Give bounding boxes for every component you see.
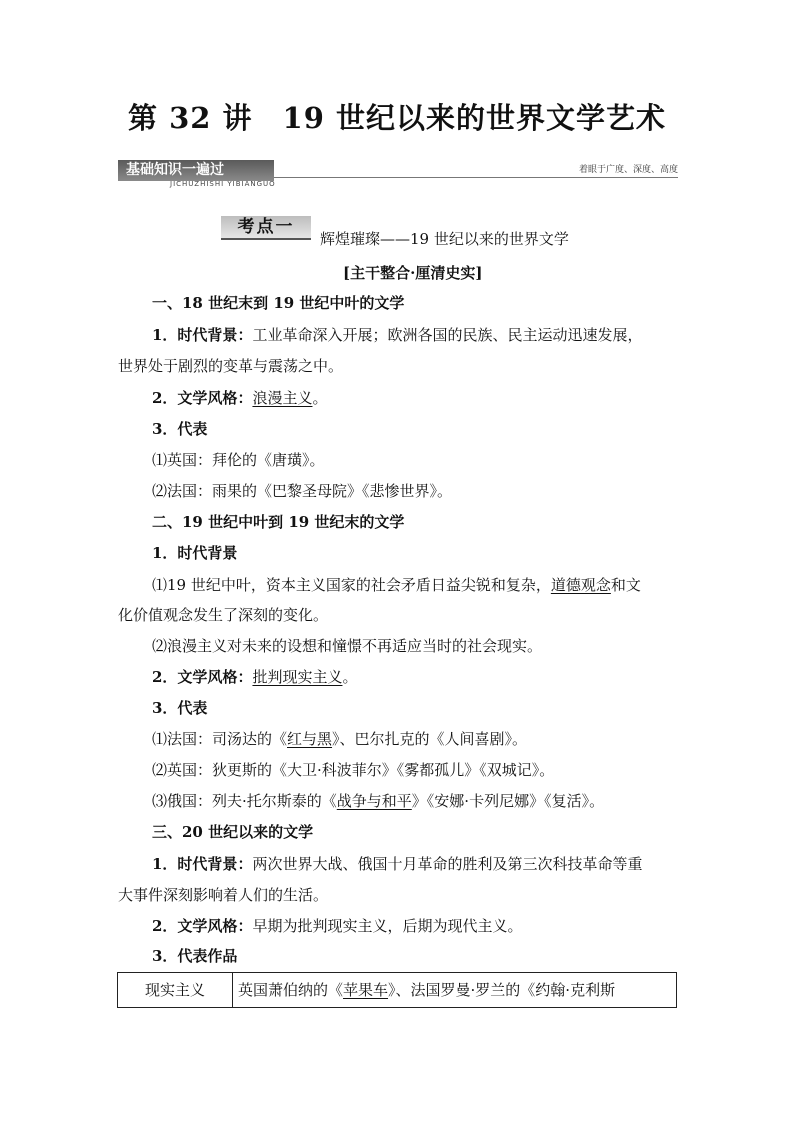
banner-tag: 基础知识一遍过 [118,160,274,181]
s2-p2: ⑵浪漫主义对未来的设想和憧憬不再适应当时的社会现实。 [152,637,543,655]
s2-style-value: 批判现实主义 [252,668,343,686]
s1-background [152,324,642,345]
banner-right-note: 着眼于广度、深度、高度 [578,165,678,175]
s2-rep3-underlined: 战争与和平 [336,792,412,810]
s3-style-text: 早期为批判现实主义，后期为现代主义。 [252,917,523,935]
works-text-a: 英国萧伯纳的《 [238,981,344,999]
s2-rep1a: ⑴法国：司汤达的《 [152,730,288,748]
works-text-b: 》、法国罗曼·罗兰的《约翰·克利斯 [388,981,616,999]
s1-heading: 一、18 世纪末到 19 世纪中叶的文学 [152,294,405,312]
works-table [117,972,677,1008]
s2-p1-underlined: 道德观念 [550,576,611,594]
s1-style-end: 。 [312,389,328,407]
s2-rep3 [152,790,604,811]
s2-style [152,666,357,687]
s3-bg-text2: 大事件深刻影响着人们的生活。 [118,886,329,904]
table-cell-category: 现实主义 [118,973,233,1008]
s2-rep1 [152,728,527,749]
s2-heading: 二、19 世纪中叶到 19 世纪末的文学 [152,513,405,531]
s2-p1 [152,574,641,595]
s2-rep1b: 》、巴尔扎克的《人间喜剧》。 [332,730,528,748]
page-title: 第 32 讲 19 世纪以来的世界文学艺术 [127,101,666,135]
section-note: [主干整合·厘清史实] [343,264,483,282]
table-cell-works [233,973,677,1008]
banner-subtitle: JICHUZHISHI YIBIANGUO [170,180,276,188]
table-row [118,973,677,1008]
s2-rep3a: ⑶俄国：列夫·托尔斯泰的《 [152,792,337,810]
s1-style [152,387,327,408]
s1-bg-label: 1．时代背景： [152,326,253,344]
s1-rep2: ⑵法国：雨果的《巴黎圣母院》《悲惨世界》。 [152,482,453,500]
s1-bg-text1: 工业革命深入开展；欧洲各国的民族、民主运动迅速发展， [252,326,643,344]
s3-rep-label: 3．代表作品 [152,947,238,965]
s2-rep3b: 》《安娜·卡列尼娜》《复活》。 [411,792,605,810]
s3-background [152,853,642,874]
s1-bg-text2: 世界处于剧烈的变革与震荡之中。 [118,357,344,375]
s2-bg-label: 1．时代背景 [152,544,238,562]
s3-style [152,915,522,936]
s2-style-end: 。 [342,668,358,686]
s1-style-value: 浪漫主义 [252,389,313,407]
s2-rep-label: 3．代表 [152,699,208,717]
s2-p1b: 和文 [610,576,641,594]
kaodian-label: 考点一 [221,216,311,238]
kaodian-title: 辉煌璀璨——19 世纪以来的世界文学 [320,230,569,248]
s1-rep-label: 3．代表 [152,420,208,438]
works-underlined: 苹果车 [343,981,389,999]
s2-p1a: ⑴19 世纪中叶，资本主义国家的社会矛盾日益尖锐和复杂， [152,576,551,594]
section-banner [118,160,678,190]
s2-style-label: 2．文学风格： [152,668,253,686]
s3-bg-label: 1．时代背景： [152,855,253,873]
s2-p1c: 化价值观念发生了深刻的变化。 [118,606,329,624]
s1-rep1: ⑴英国：拜伦的《唐璜》。 [152,451,325,469]
kaodian-underline [221,238,311,240]
banner-divider [274,177,678,178]
s3-style-label: 2．文学风格： [152,917,253,935]
s2-rep1-underlined: 红与黑 [287,730,333,748]
s3-bg-text1: 两次世界大战、俄国十月革命的胜利及第三次科技革命等重 [252,855,643,873]
s2-rep2: ⑵英国：狄更斯的《大卫·科波菲尔》《雾都孤儿》《双城记》。 [152,761,555,779]
s1-style-label: 2．文学风格： [152,389,253,407]
s3-heading: 三、20 世纪以来的文学 [152,823,314,841]
